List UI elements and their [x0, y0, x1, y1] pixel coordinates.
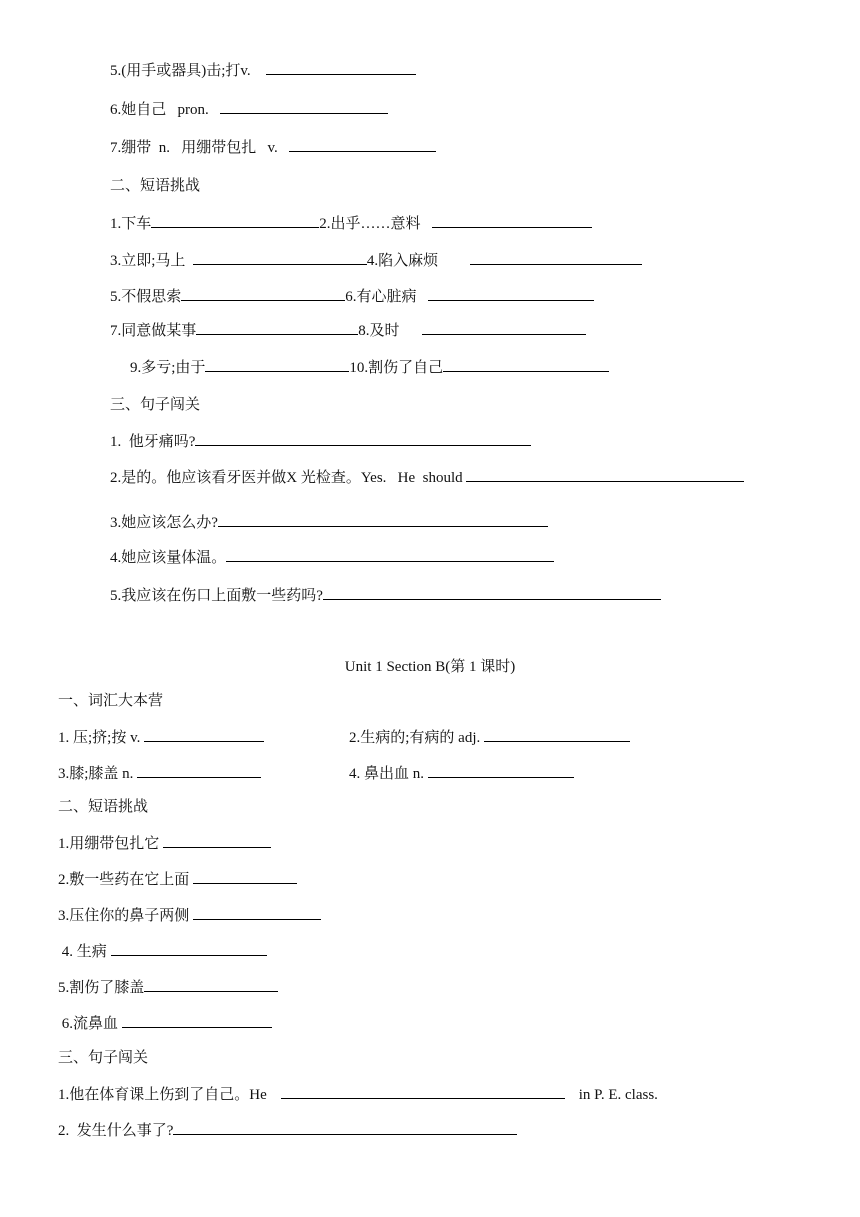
vocab-item: 7.绷带 n. 用绷带包扎 v. — [110, 137, 436, 158]
answer-blank[interactable] — [111, 941, 267, 956]
answer-blank[interactable] — [422, 320, 586, 335]
answer-blank[interactable] — [218, 512, 548, 527]
answer-blank[interactable] — [220, 99, 388, 114]
phrase-item: 5.割伤了膝盖 — [58, 977, 278, 998]
section-heading: 三、句子闯关 — [110, 397, 201, 413]
answer-blank[interactable] — [470, 250, 642, 265]
answer-blank[interactable] — [181, 286, 345, 301]
answer-blank[interactable] — [195, 431, 531, 446]
phrase-row: 3.立即;马上 4.陷入麻烦 — [110, 250, 642, 271]
answer-blank[interactable] — [281, 1084, 565, 1099]
phrase-row: 7.同意做某事 8.及时 — [110, 320, 586, 341]
sentence-item: 5.我应该在伤口上面敷一些药吗? — [110, 585, 661, 606]
answer-blank[interactable] — [193, 905, 321, 920]
phrase-item: 6.流鼻血 — [58, 1013, 272, 1034]
section-heading: 一、词汇大本营 — [58, 693, 164, 709]
phrase-item: 2.敷一些药在它上面 — [58, 869, 297, 890]
answer-blank[interactable] — [144, 977, 278, 992]
phrase-row: 5.不假思索 6.有心脏病 — [110, 286, 594, 307]
answer-blank[interactable] — [323, 585, 661, 600]
vocab-item: 5.(用手或器具)击;打v. — [110, 60, 416, 81]
answer-blank[interactable] — [484, 727, 630, 742]
sentence-item: 1. 他牙痛吗? — [110, 431, 531, 452]
section-heading: 二、短语挑战 — [58, 799, 149, 815]
answer-blank[interactable] — [205, 357, 349, 372]
section-heading: 二、短语挑战 — [110, 178, 201, 194]
vocab-item: 3.膝;膝盖 n. — [58, 763, 261, 784]
answer-blank[interactable] — [137, 763, 261, 778]
answer-blank[interactable] — [428, 286, 594, 301]
answer-blank[interactable] — [122, 1013, 272, 1028]
section-heading: 三、句子闯关 — [58, 1050, 149, 1066]
phrase-item: 1.用绷带包扎它 — [58, 833, 271, 854]
answer-blank[interactable] — [193, 250, 367, 265]
answer-blank[interactable] — [443, 357, 609, 372]
answer-blank[interactable] — [163, 833, 271, 848]
page-title: Unit 1 Section B(第 1 课时) — [344, 659, 516, 675]
answer-blank[interactable] — [196, 320, 358, 335]
phrase-item: 4. 生病 — [58, 941, 267, 962]
sentence-item: 3.她应该怎么办? — [110, 512, 548, 533]
sentence-item: 2.是的。他应该看牙医并做X 光检查。Yes. He should — [110, 467, 744, 488]
answer-blank[interactable] — [193, 869, 297, 884]
phrase-item: 3.压住你的鼻子两侧 — [58, 905, 321, 926]
answer-blank[interactable] — [266, 60, 416, 75]
phrase-row: 9.多亏;由于 10.割伤了自己 — [130, 357, 609, 378]
sentence-item: 4.她应该量体温。 — [110, 547, 554, 568]
vocab-item: 2.生病的;有病的 adj. — [349, 727, 630, 748]
phrase-row: 1.下车 2.出乎……意料 — [110, 213, 592, 234]
vocab-item: 1. 压;挤;按 v. — [58, 727, 264, 748]
answer-blank[interactable] — [466, 467, 744, 482]
answer-blank[interactable] — [289, 137, 436, 152]
sentence-item: 2. 发生什么事了? — [58, 1120, 517, 1141]
sentence-item: 1.他在体育课上伤到了自己。He in P. E. class. — [58, 1084, 658, 1105]
answer-blank[interactable] — [432, 213, 592, 228]
vocab-item: 4. 鼻出血 n. — [349, 763, 574, 784]
answer-blank[interactable] — [173, 1120, 517, 1135]
answer-blank[interactable] — [226, 547, 554, 562]
answer-blank[interactable] — [428, 763, 574, 778]
answer-blank[interactable] — [151, 213, 319, 228]
answer-blank[interactable] — [144, 727, 264, 742]
vocab-item: 6.她自己 pron. — [110, 99, 388, 120]
